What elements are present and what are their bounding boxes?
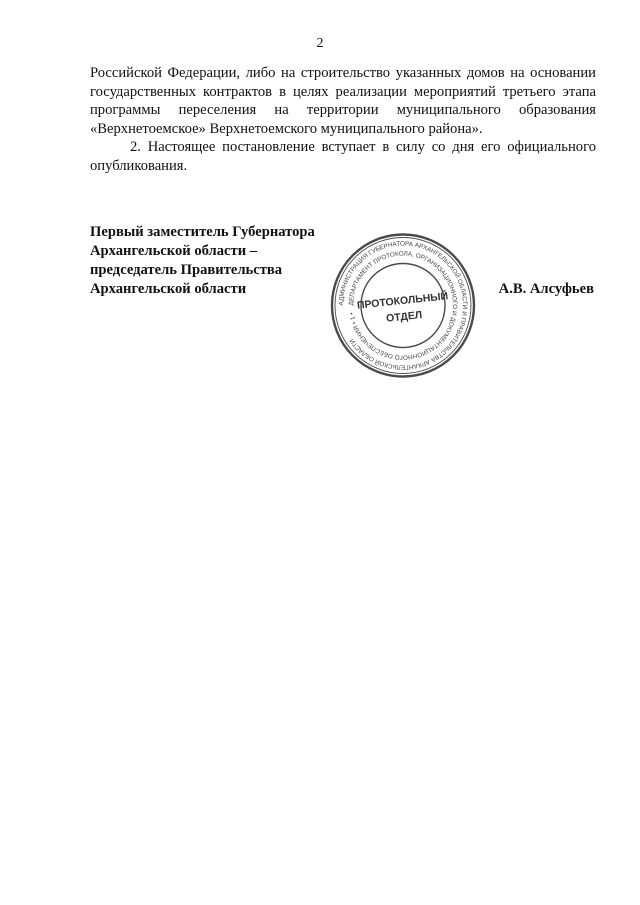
stamp-center-line-1: ПРОТОКОЛЬНЫЙ: [356, 290, 449, 312]
signer-name: А.В. Алсуфьев: [498, 281, 594, 297]
stamp-inner-ring-text: ДЕПАРТАМЕНТ ПРОТОКОЛА, ОРГАНИЗАЦИОННОГО И ДОКУМЕНТАЦИОННОГО ОБЕСПЕЧЕНИЯ • 1 •: [347, 250, 459, 361]
stamp-center-line-2: ОТДЕЛ: [385, 309, 423, 325]
page-number: 2: [316, 36, 324, 51]
paragraph-effective-date: 2. Настоящее постановление вступает в силу со дня его официального опубликования.: [90, 139, 596, 174]
official-stamp: [328, 228, 478, 383]
signer-title-line-2: Архангельской области –: [90, 243, 258, 259]
stamp-seal-graphic: [328, 228, 478, 383]
signer-title-line-1: Первый заместитель Губернатора: [90, 224, 315, 240]
document-body: [90, 64, 596, 176]
paragraph-continuation: Российской Федерации, либо на строительство указанных домов на основании государственных контрактов в целях реализации мероприятий третьего этапа программы переселения на территории муниципального образования «Верхнетоемское» Верхнетоемского муниципального района».: [90, 65, 596, 137]
signer-title-line-3: председатель Правительства: [90, 262, 283, 278]
signer-title-line-4: Архангельской области: [90, 281, 247, 297]
signature-block: [90, 223, 315, 299]
stamp-outer-ring-text: АДМИНИСТРАЦИЯ ГУБЕРНАТОРА АРХАНГЕЛЬСКОЙ ОБЛАСТИ И ПРАВИТЕЛЬСТВА АРХАНГЕЛЬСКОЙ ОБЛАСТИ: [337, 240, 469, 371]
